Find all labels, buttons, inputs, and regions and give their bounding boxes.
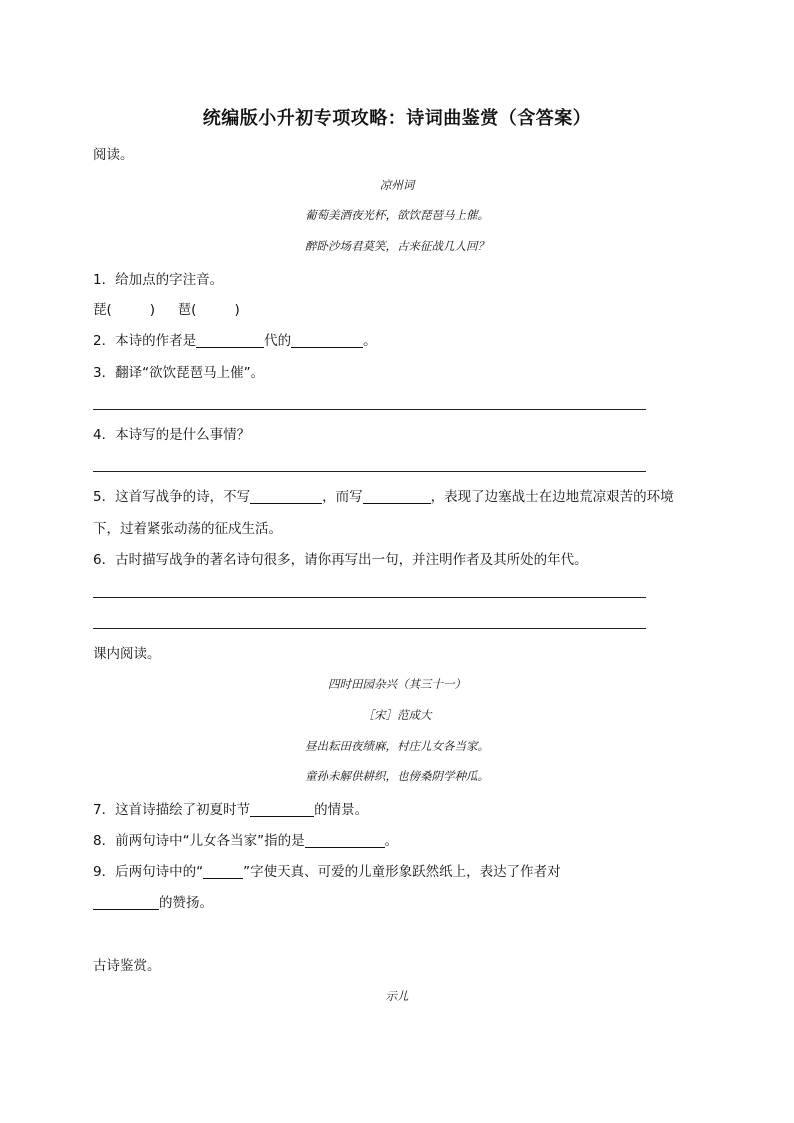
- poem-line: 童孙未解供耕织，也傍桑阴学种瓜。: [305, 769, 489, 783]
- answer-blank[interactable]: [250, 489, 322, 504]
- answer-blank[interactable]: [291, 333, 363, 348]
- pinyin-row: [93, 301, 240, 319]
- poem-title: 凉州词: [379, 178, 415, 192]
- question-9-continued: 的赞扬。: [93, 894, 213, 912]
- question-6: 6．古时描写战争的著名诗句很多，请你再写出一句，并注明作者及其所处的年代。: [93, 552, 588, 568]
- question-9: 9．后两句诗中的“ ”字使天真、可爱的儿童形象跃然纸上，表达了作者对: [93, 864, 561, 880]
- question-2: 2．本诗的作者是 代的 。: [93, 333, 377, 349]
- answer-line[interactable]: [93, 597, 646, 598]
- poem-line: 葡萄美酒夜光杯，欲饮琵琶马上催。: [305, 208, 489, 222]
- answer-blank[interactable]: [250, 802, 314, 817]
- answer-line[interactable]: [93, 409, 646, 410]
- poem-line: 醉卧沙场君莫笑，古来征战几人回？: [305, 239, 489, 253]
- section-intro: 古诗鉴赏。: [93, 958, 161, 974]
- section-intro: 阅读。: [93, 147, 134, 163]
- answer-blank[interactable]: [196, 333, 264, 348]
- poem-title: 示儿: [385, 989, 409, 1003]
- answer-blank[interactable]: [203, 864, 243, 879]
- poem-title: 四时田园杂兴（其三十一）: [328, 677, 466, 691]
- question-4: 4．本诗写的是什么事情？: [93, 427, 251, 443]
- question-3: 3．翻译“欲饮琵琶马上催”。: [93, 365, 265, 381]
- pinyin-paren: ): [149, 302, 156, 318]
- question-5: 5．这首写战争的诗，不写 ，而写 ，表现了边塞战士在边地荒凉艰苦的环境: [93, 489, 674, 505]
- poem-author: ［宋］范成大: [362, 708, 432, 722]
- pinyin-char: 琶(: [177, 302, 197, 318]
- poem-line: 昼出耘田夜绩麻，村庄儿女各当家。: [305, 739, 489, 753]
- question-7: 7．这首诗描绘了初夏时节 的情景。: [93, 802, 369, 818]
- answer-blank[interactable]: [363, 489, 431, 504]
- pinyin-paren: ): [234, 302, 240, 318]
- question-1: 1．给加点的字注音。: [93, 272, 224, 288]
- question-5-continued: 下，过着紧张动荡的征戍生活。: [93, 521, 282, 537]
- question-8: 8．前两句诗中“儿女各当家”指的是 。: [93, 833, 399, 849]
- answer-line[interactable]: [93, 628, 646, 629]
- answer-blank[interactable]: [305, 833, 385, 848]
- answer-blank[interactable]: [93, 895, 159, 910]
- section-intro: 课内阅读。: [93, 646, 161, 662]
- page-title: 统编版小升初专项攻略：诗词曲鉴赏（含答案）: [202, 108, 592, 129]
- pinyin-char: 琵(: [93, 302, 112, 318]
- answer-line[interactable]: [93, 471, 646, 472]
